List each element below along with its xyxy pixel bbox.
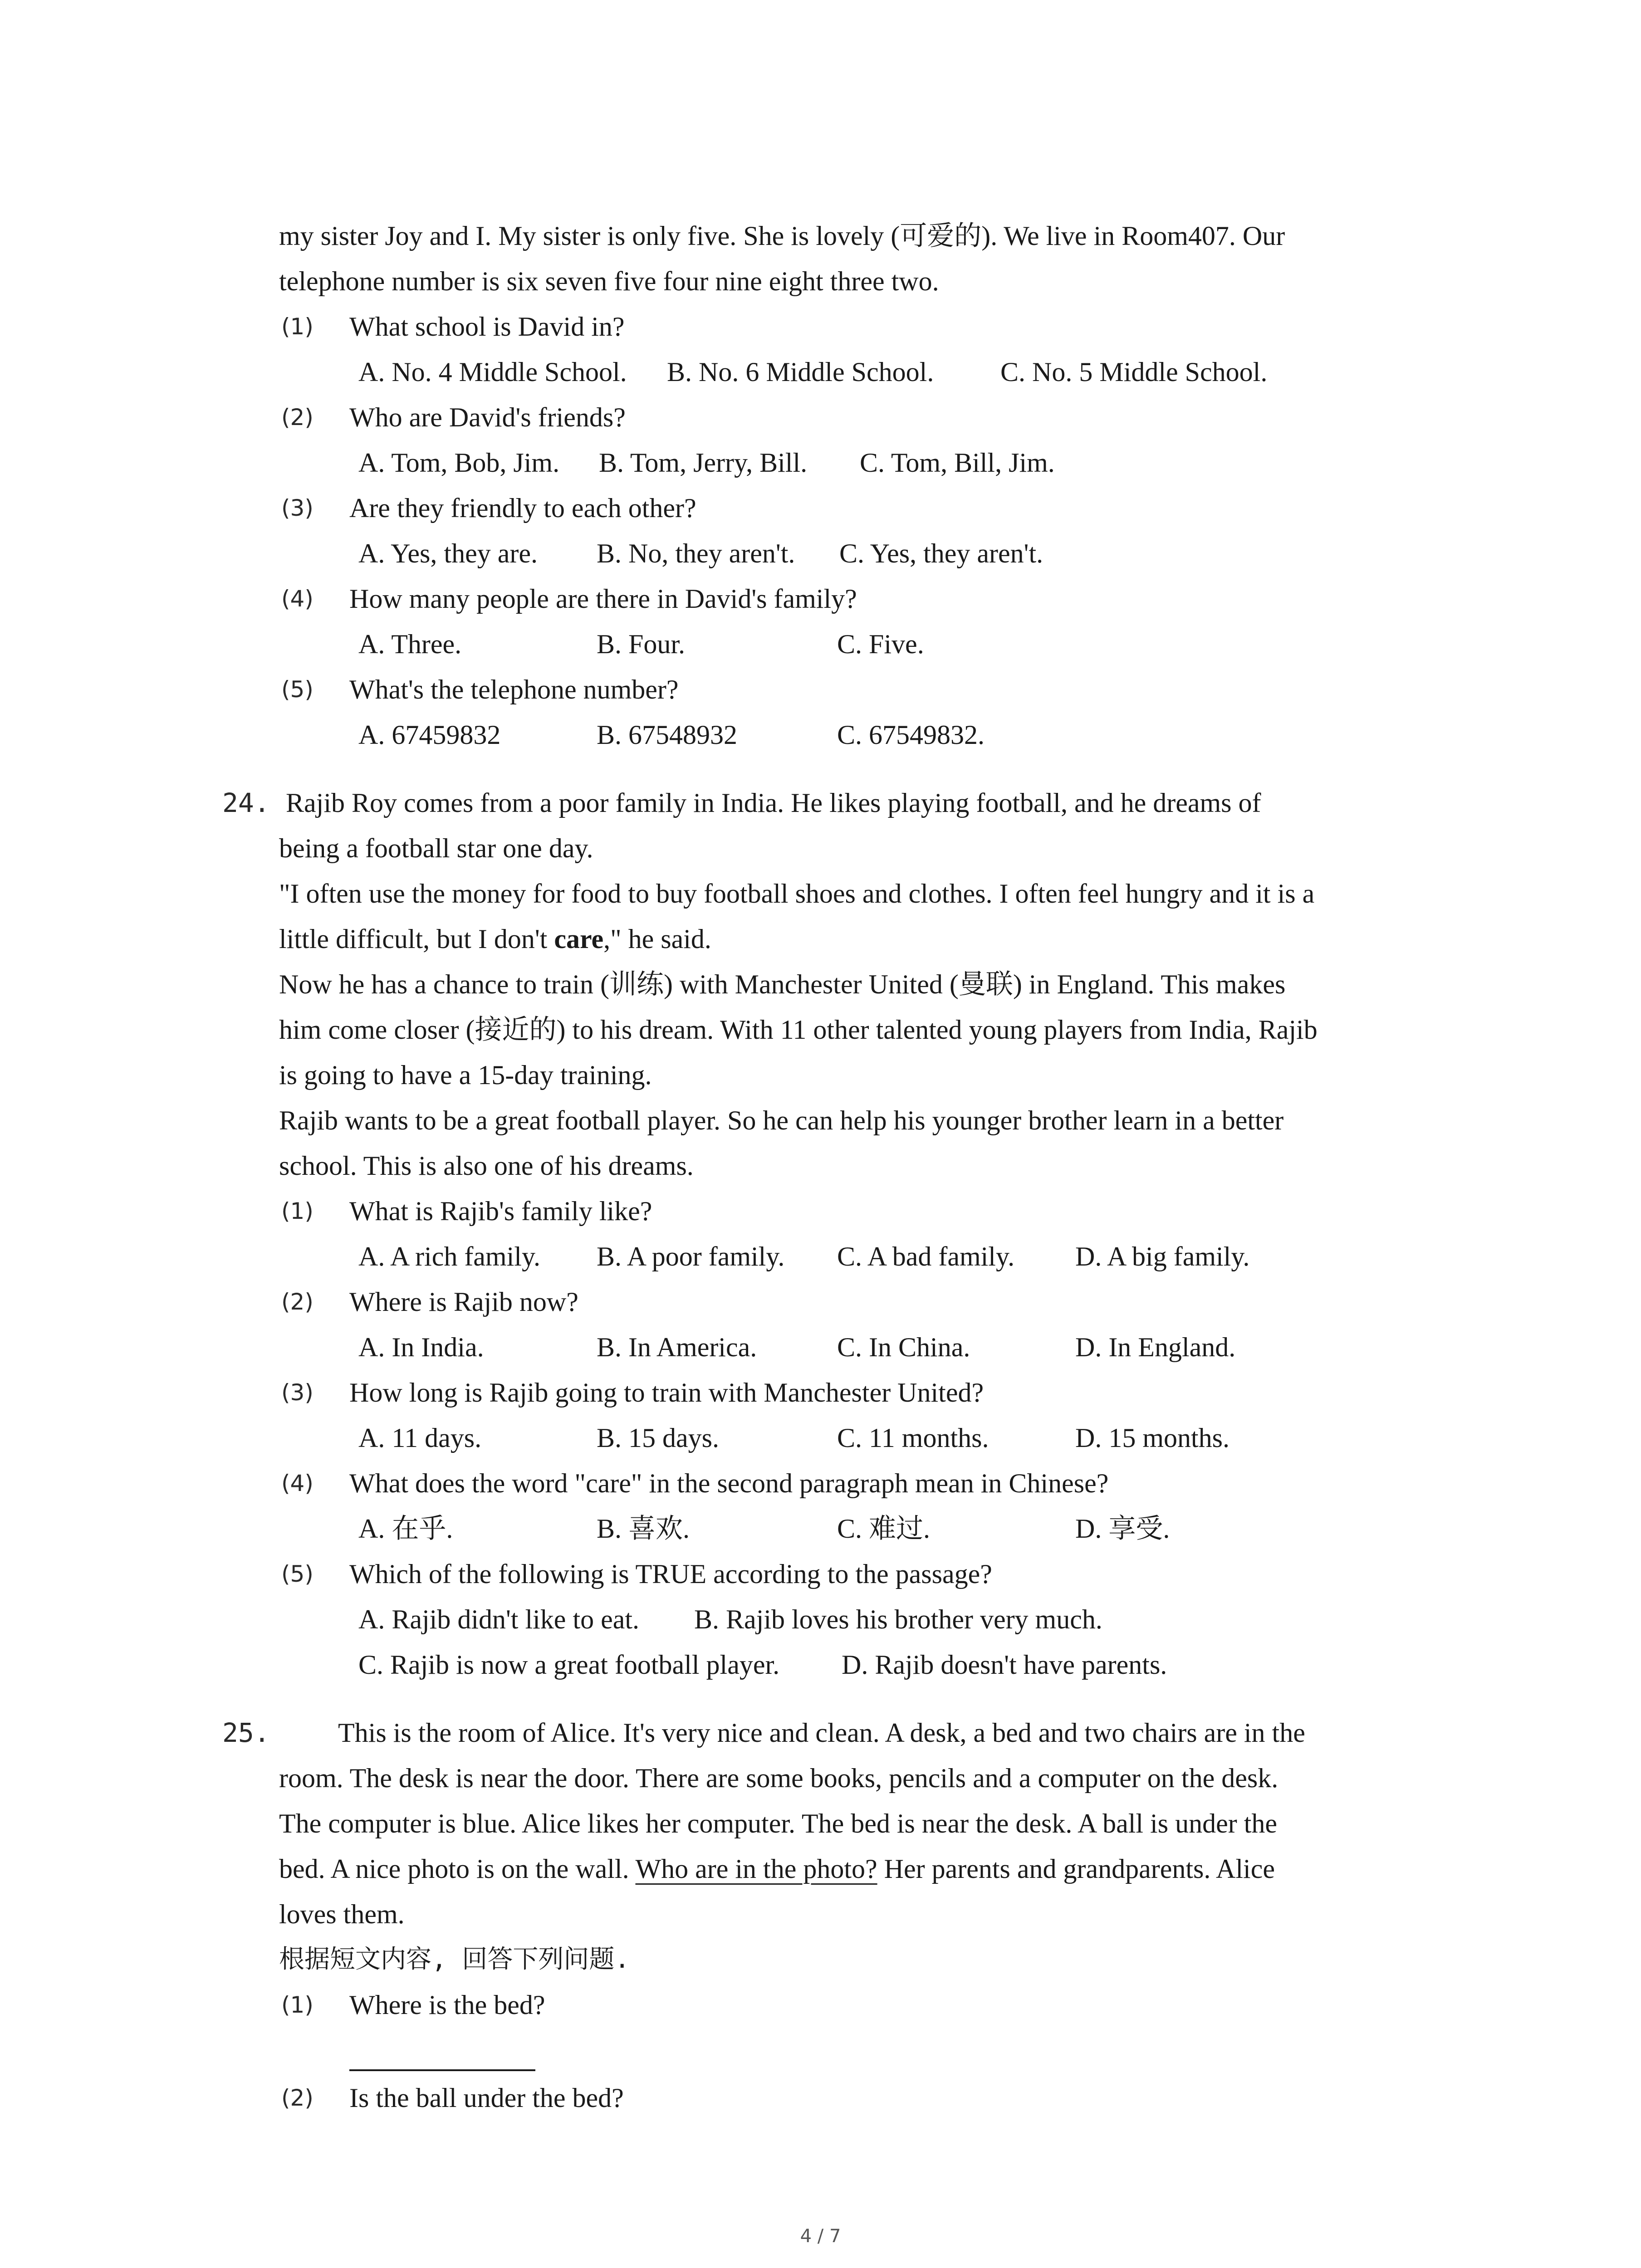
question-number: (2)	[281, 404, 314, 430]
option-c: C. In China.	[837, 1332, 970, 1362]
option-b: B. A poor family.	[597, 1242, 785, 1271]
option-b: B. Four.	[597, 629, 686, 659]
option-c: C. Tom, Bill, Jim.	[860, 448, 1055, 478]
question-number: (4)	[281, 1470, 314, 1496]
question-text: How long is Rajib going to train with Manchester United?	[349, 1378, 984, 1408]
option-b: B. No. 6 Middle School.	[667, 357, 934, 387]
option-c: C. A bad family.	[837, 1242, 1015, 1271]
passage-line: This is the room of Alice. It's very nice and clean. A desk, a bed and two chairs are in the	[338, 1718, 1305, 1748]
keyword-care: care	[554, 924, 604, 954]
passage-line: The computer is blue. Alice likes her computer. The bed is near the desk. A ball is under the	[279, 1809, 1277, 1838]
option-a: A. In India.	[358, 1332, 484, 1362]
option-d: D. In England.	[1075, 1332, 1236, 1362]
option-a: A. 11 days.	[358, 1423, 482, 1453]
question-text: Are they friendly to each other?	[349, 493, 696, 523]
question-text: What school is David in?	[349, 312, 625, 342]
passage-text: ," he said.	[603, 924, 711, 954]
question-number: (3)	[281, 495, 314, 521]
question-number: (5)	[281, 676, 314, 703]
option-a: A. Three.	[358, 629, 462, 659]
option-a: A. 在乎.	[358, 1514, 453, 1544]
page-number: 4 / 7	[800, 2226, 841, 2247]
passage-line: Now he has a chance to train (训练) with Manchester United (曼联) in England. This makes	[279, 969, 1286, 999]
option-b: B. Rajib loves his brother very much.	[694, 1604, 1102, 1634]
question-text: Where is Rajib now?	[349, 1287, 578, 1317]
option-c: C. Rajib is now a great football player.	[358, 1650, 780, 1680]
option-a: A. 67459832	[358, 720, 501, 750]
option-b: B. No, they aren't.	[597, 538, 795, 568]
question-text: What does the word "care" in the second paragraph mean in Chinese?	[349, 1468, 1109, 1498]
passage-line: telephone number is six seven five four nine eight three two.	[279, 266, 939, 296]
question-number: (1)	[281, 1992, 314, 2018]
instruction-text: 根据短文内容, 回答下列问题.	[279, 1945, 630, 1974]
question-number: (1)	[281, 313, 314, 340]
option-d: D. Rajib doesn't have parents.	[842, 1650, 1167, 1680]
option-c: C. Five.	[837, 629, 924, 659]
option-c: C. No. 5 Middle School.	[1000, 357, 1268, 387]
option-d: D. A big family.	[1075, 1242, 1250, 1271]
question-text: Is the ball under the bed?	[349, 2083, 624, 2113]
passage-text: little difficult, but I don't	[279, 924, 554, 954]
item-number: 24.	[222, 787, 270, 818]
question-text: Where is the bed?	[349, 1990, 545, 2020]
passage-line: my sister Joy and I. My sister is only five. She is lovely (可爱的). We live in Room407. Our	[279, 221, 1285, 251]
passage-line: being a football star one day.	[279, 833, 593, 863]
option-b: B. 15 days.	[597, 1423, 719, 1453]
option-a: A. No. 4 Middle School.	[358, 357, 627, 387]
passage-line: room. The desk is near the door. There are some books, pencils and a computer on the desk.	[279, 1763, 1279, 1793]
option-b: B. 67548932	[597, 720, 738, 750]
passage-line: him come closer (接近的) to his dream. With 11 other talented young players from India, Rajib	[279, 1015, 1318, 1045]
question-number: (3)	[281, 1379, 314, 1406]
option-a: A. A rich family.	[358, 1242, 541, 1271]
option-b: B. In America.	[597, 1332, 757, 1362]
item-number: 25.	[222, 1717, 270, 1748]
underlined-question: Who are in the photo?	[635, 1854, 877, 1884]
question-text: What's the telephone number?	[349, 675, 679, 704]
question-text: Which of the following is TRUE according to the passage?	[349, 1559, 992, 1589]
passage-line: "I often use the money for food to buy football shoes and clothes. I often feel hungry and it is a	[279, 879, 1315, 909]
passage-text: Her parents and grandparents. Alice	[877, 1854, 1275, 1884]
option-c: C. 11 months.	[837, 1423, 989, 1453]
question-number: (2)	[281, 1289, 314, 1315]
passage-line: Rajib Roy comes from a poor family in India. He likes playing football, and he dreams of	[286, 788, 1261, 818]
option-c: C. 67549832.	[837, 720, 985, 750]
passage-line: is going to have a 15-day training.	[279, 1060, 652, 1090]
option-b: B. Tom, Jerry, Bill.	[599, 448, 808, 478]
question-number: (2)	[281, 2085, 314, 2111]
question-text: How many people are there in David's family?	[349, 584, 857, 614]
question-text: What is Rajib's family like?	[349, 1196, 652, 1226]
option-a: A. Tom, Bob, Jim.	[358, 448, 560, 478]
option-d: D. 15 months.	[1075, 1423, 1230, 1453]
passage-text: bed. A nice photo is on the wall.	[279, 1854, 636, 1884]
passage-line: school. This is also one of his dreams.	[279, 1151, 694, 1181]
question-number: (5)	[281, 1561, 314, 1587]
question-number: (4)	[281, 586, 314, 612]
passage-line	[279, 921, 711, 957]
option-d: D. 享受.	[1075, 1514, 1170, 1544]
option-c: C. Yes, they aren't.	[839, 538, 1043, 568]
option-b: B. 喜欢.	[597, 1514, 690, 1544]
answer-blank[interactable]	[349, 2069, 535, 2071]
passage-line	[279, 1851, 1275, 1887]
option-c: C. 难过.	[837, 1514, 931, 1544]
question-text: Who are David's friends?	[349, 402, 626, 432]
question-number: (1)	[281, 1198, 314, 1224]
option-a: A. Yes, they are.	[358, 538, 538, 568]
passage-line: loves them.	[279, 1899, 405, 1929]
option-a: A. Rajib didn't like to eat.	[358, 1604, 640, 1634]
passage-line: Rajib wants to be a great football player. So he can help his younger brother learn in a better	[279, 1105, 1284, 1135]
